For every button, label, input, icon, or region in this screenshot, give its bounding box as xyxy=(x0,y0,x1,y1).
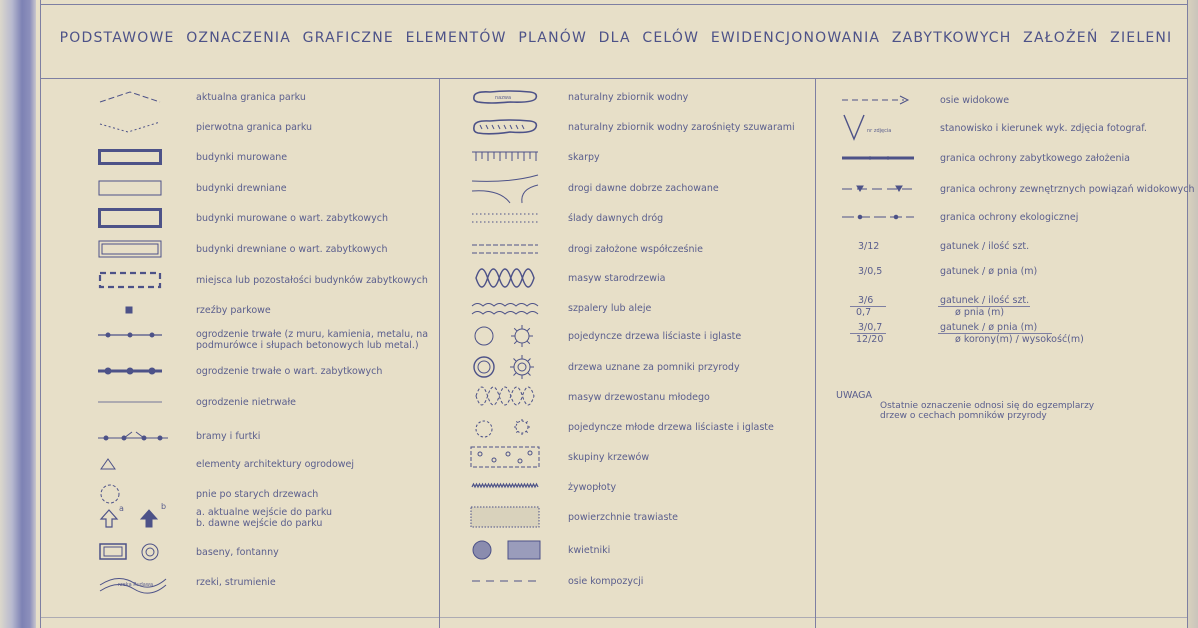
title-divider-line xyxy=(40,78,1188,79)
thick-large-rect-icon xyxy=(98,208,162,228)
legend-label: naturalny zbiornik wodny xyxy=(568,92,689,103)
legend-label: elementy architektury ogrodowej xyxy=(196,459,355,470)
slope-icon xyxy=(470,149,540,165)
legend-label: masyw drzewostanu młodego xyxy=(568,392,710,403)
thin-line-icon xyxy=(98,399,162,405)
legend-label: żywopłoty xyxy=(568,482,617,493)
formula-code: 3/0,5 xyxy=(858,266,883,277)
legend-label-line-2: podmurówce i słupach betonowych lub metal.) xyxy=(196,340,419,351)
protection-line-icon xyxy=(840,154,916,162)
legend-label-line-2: b. dawne wejście do parku xyxy=(196,518,323,529)
fraction-line-label xyxy=(938,306,1030,307)
legend-label: baseny, fontanny xyxy=(196,547,279,558)
formula-code-bottom: 0,7 xyxy=(856,307,872,318)
legend-label: miejsca lub pozostałości budynków zabytkowych xyxy=(196,275,428,286)
monument-trees-icon xyxy=(470,354,540,380)
legend-label: drogi założone współcześnie xyxy=(568,244,704,255)
frame-bottom-line xyxy=(40,617,1188,618)
legend-label: bramy i furtki xyxy=(196,431,261,442)
thin-rect-icon xyxy=(98,180,162,196)
note-text xyxy=(880,401,1094,421)
legend-label: skarpy xyxy=(568,152,600,163)
formula-label: gatunek / ø pnia (m) xyxy=(940,266,1038,277)
double-rect-icon xyxy=(98,240,162,258)
old-trees-icon xyxy=(470,264,540,292)
legend-label: osie kompozycji xyxy=(568,576,644,587)
legend-label: a. aktualne wejście do parku xyxy=(196,507,333,518)
fence-thick-icon xyxy=(98,366,162,376)
legend-label: granica ochrony ekologicznej xyxy=(940,212,1079,223)
fence-line-icon xyxy=(98,330,162,340)
legend-label: rzeźby parkowe xyxy=(196,305,271,316)
mark-a: a xyxy=(119,504,124,513)
frame-left-line xyxy=(40,0,41,628)
small-square-icon xyxy=(98,305,162,315)
page-title: PODSTAWOWE OZNACZENIA GRAFICZNE ELEMENTÓW PLANÓW DLA CELÓW EWIDENCJONOWANIA ZABYTKOWYCH ZAŁOŻEŃ ZIELENI xyxy=(59,30,1173,46)
pool-fountain-icon xyxy=(98,541,168,563)
legend-label: drogi dawne dobrze zachowane xyxy=(568,183,719,194)
dotted-curve-icon xyxy=(98,120,162,134)
legend-label: granica ochrony zabytkowego założenia xyxy=(940,153,1130,164)
axis-icon xyxy=(470,577,540,585)
dotted-road-icon xyxy=(470,211,540,225)
frame-top-line xyxy=(40,4,1188,5)
legend-label: naturalny zbiornik wodny zarośnięty szuwarami xyxy=(568,122,795,133)
formula-label: gatunek / ø pnia (m) xyxy=(940,322,1038,333)
dashed-road-icon xyxy=(470,243,540,255)
outer-protection-icon xyxy=(840,184,916,194)
formula-label: gatunek / ilość szt. xyxy=(940,295,1030,306)
legend-label: masyw starodrzewia xyxy=(568,273,666,284)
formula-code-top: 3/0,7 xyxy=(858,322,883,333)
legend-label: granica ochrony zewnętrznych powiązań widokowych xyxy=(940,184,1195,195)
triangle-icon xyxy=(98,457,118,471)
shrubs-icon xyxy=(470,446,540,468)
note-heading: UWAGA xyxy=(836,390,873,401)
gate-icon xyxy=(98,429,168,443)
legend-label: pnie po starych drzewach xyxy=(196,489,319,500)
legend-label: skupiny krzewów xyxy=(568,452,650,463)
flowerbed-icon xyxy=(470,540,542,560)
road-junction-icon xyxy=(470,173,540,203)
note-line-2: drzew o cechach pomników przyrody xyxy=(880,411,1047,421)
legend-label: pojedyncze drzewa liściaste i iglaste xyxy=(568,331,742,342)
photo-glyph: nr zdjęcia xyxy=(867,128,892,134)
legend-label: budynki murowane xyxy=(196,152,288,163)
legend-label: budynki drewniane o wart. zabytkowych xyxy=(196,244,388,255)
lawn-icon xyxy=(470,506,540,528)
fraction-line xyxy=(850,333,886,334)
view-axis-icon xyxy=(840,94,910,106)
legend-label: ogrodzenie trwałe (z muru, kamienia, metalu, na xyxy=(196,329,429,340)
note-line-1: Ostatnie oznaczenie odnosi się do egzemplarzy xyxy=(880,401,1095,411)
young-stand-icon xyxy=(470,382,540,412)
column-divider-2 xyxy=(815,79,816,628)
legend-label: powierzchnie trawiaste xyxy=(568,512,678,523)
right-edge-strip xyxy=(1188,0,1198,628)
formula-code: 3/12 xyxy=(858,241,880,252)
fraction-line xyxy=(850,306,886,307)
legend-label: aktualna granica parku xyxy=(196,92,306,103)
thick-rect-icon xyxy=(98,149,162,165)
formula-label-2: ø pnia (m) xyxy=(955,307,1005,318)
formula-code-top: 3/6 xyxy=(858,295,874,306)
legend-label: budynki murowane o wart. zabytkowych xyxy=(196,213,389,224)
dashed-rect-icon xyxy=(98,271,162,289)
legend-label: stanowisko i kierunek wyk. zdjęcia fotograf. xyxy=(940,123,1147,134)
legend-label: kwietniki xyxy=(568,545,611,556)
legend-label: ślady dawnych dróg xyxy=(568,213,664,224)
formula-code-bottom: 12/20 xyxy=(856,334,884,345)
legend-label: pierwotna granica parku xyxy=(196,122,313,133)
legend-label: szpalery lub aleje xyxy=(568,303,652,314)
reed-pond-icon xyxy=(470,117,540,137)
legend-label: ogrodzenie nietrwałe xyxy=(196,397,297,408)
hedge-icon xyxy=(470,482,540,492)
pond-glyph: nazwa xyxy=(495,95,512,101)
river-glyph: rzeka Rudawa xyxy=(118,582,154,588)
legend-label: pojedyncze młode drzewa liściaste i iglaste xyxy=(568,422,774,433)
young-trees-icon xyxy=(470,415,540,439)
eco-protection-icon xyxy=(840,213,916,221)
dashed-curve-icon xyxy=(98,90,162,104)
mark-b: b xyxy=(161,502,167,511)
legend-label: osie widokowe xyxy=(940,95,1010,106)
legend-label: rzeki, strumienie xyxy=(196,577,276,588)
frame-right-line xyxy=(1187,0,1188,628)
legend-label: budynki drewniane xyxy=(196,183,287,194)
legend-label: drzewa uznane za pomniki przyrody xyxy=(568,362,740,373)
fraction-line-label xyxy=(938,333,1052,334)
column-divider-1 xyxy=(439,79,440,628)
alley-icon xyxy=(470,300,540,316)
formula-label: gatunek / ilość szt. xyxy=(940,241,1030,252)
blue-edge-strip xyxy=(0,0,36,628)
legend-label: ogrodzenie trwałe o wart. zabytkowych xyxy=(196,366,383,377)
entrance-arrows-icon xyxy=(98,507,168,529)
formula-label-2: ø korony(m) / wysokość(m) xyxy=(955,334,1084,345)
single-trees-icon xyxy=(470,324,540,348)
